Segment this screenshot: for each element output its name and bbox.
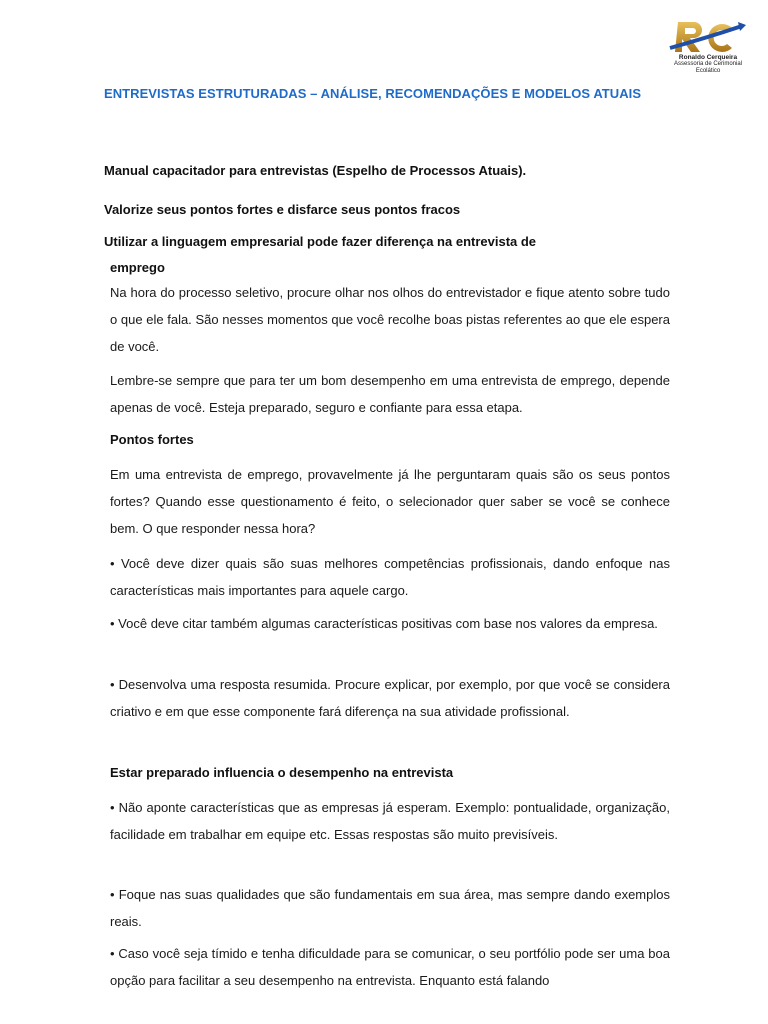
bullet-values: • Você deve citar também algumas características positivas com base nos valores da empresa. [110,616,658,631]
bullet-expected-traits: • Não aponte características que as empresas já esperam. Exemplo: pontualidade, organização, facilidade em trabalhar em equipe etc. Essas respostas são muito previsíveis. [110,800,670,842]
language-subtitle-cont: emprego [110,260,165,275]
strengths-subtitle: Valorize seus pontos fortes e disfarce seus pontos fracos [104,202,461,217]
language-subtitle: Utilizar a linguagem empresarial pode fazer diferença na entrevista de [104,234,537,249]
logo-name: Ronaldo Cerqueira [678,54,738,61]
document-title: ENTREVISTAS ESTRUTURADAS – ANÁLISE, RECOMENDAÇÕES E MODELOS ATUAIS [104,86,642,101]
heading-strengths: Pontos fortes [110,432,194,447]
manual-subtitle: Manual capacitador para entrevistas (Espelho de Processos Atuais). [104,163,527,178]
logo-tagline: Assessoria de Cerimonial Ecolático [673,61,743,74]
bullet-portfolio: • Caso você seja tímido e tenha dificuldade para se comunicar, o seu portfólio pode ser uma boa opção para facilitar a seu desempenho na entrevista. Enquanto está falando [110,946,670,988]
bullet-summary: • Desenvolva uma resposta resumida. Procure explicar, por exemplo, por que você se considera criativo e em que esse componente fará diferença na sua atividade profissional. [110,677,670,719]
paragraph-strengths: Em uma entrevista de emprego, provavelmente já lhe perguntaram quais são os seus pontos fortes? Quando esse questionamento é feito, o selecionador quer saber se você se conhece bem. O que responder nessa hora? [110,467,670,536]
paragraph-performance: Lembre-se sempre que para ter um bom desempenho em uma entrevista de emprego, depende apenas de você. Esteja preparado, seguro e confiante para essa etapa. [110,373,670,415]
bullet-competencies: • Você deve dizer quais são suas melhores competências profissionais, dando enfoque nas características mais importantes para aquele cargo. [110,556,670,598]
bullet-qualities: • Foque nas suas qualidades que são fundamentais em sua área, mas sempre dando exemplos reais. [110,887,670,929]
paragraph-process: Na hora do processo seletivo, procure olhar nos olhos do entrevistador e fique atento sobre tudo o que ele fala. São nesses momentos que você recolhe boas pistas referentes ao que ele espera de você. [110,285,670,354]
logo-caption [662,54,754,75]
heading-preparation: Estar preparado influencia o desempenho na entrevista [110,765,454,780]
